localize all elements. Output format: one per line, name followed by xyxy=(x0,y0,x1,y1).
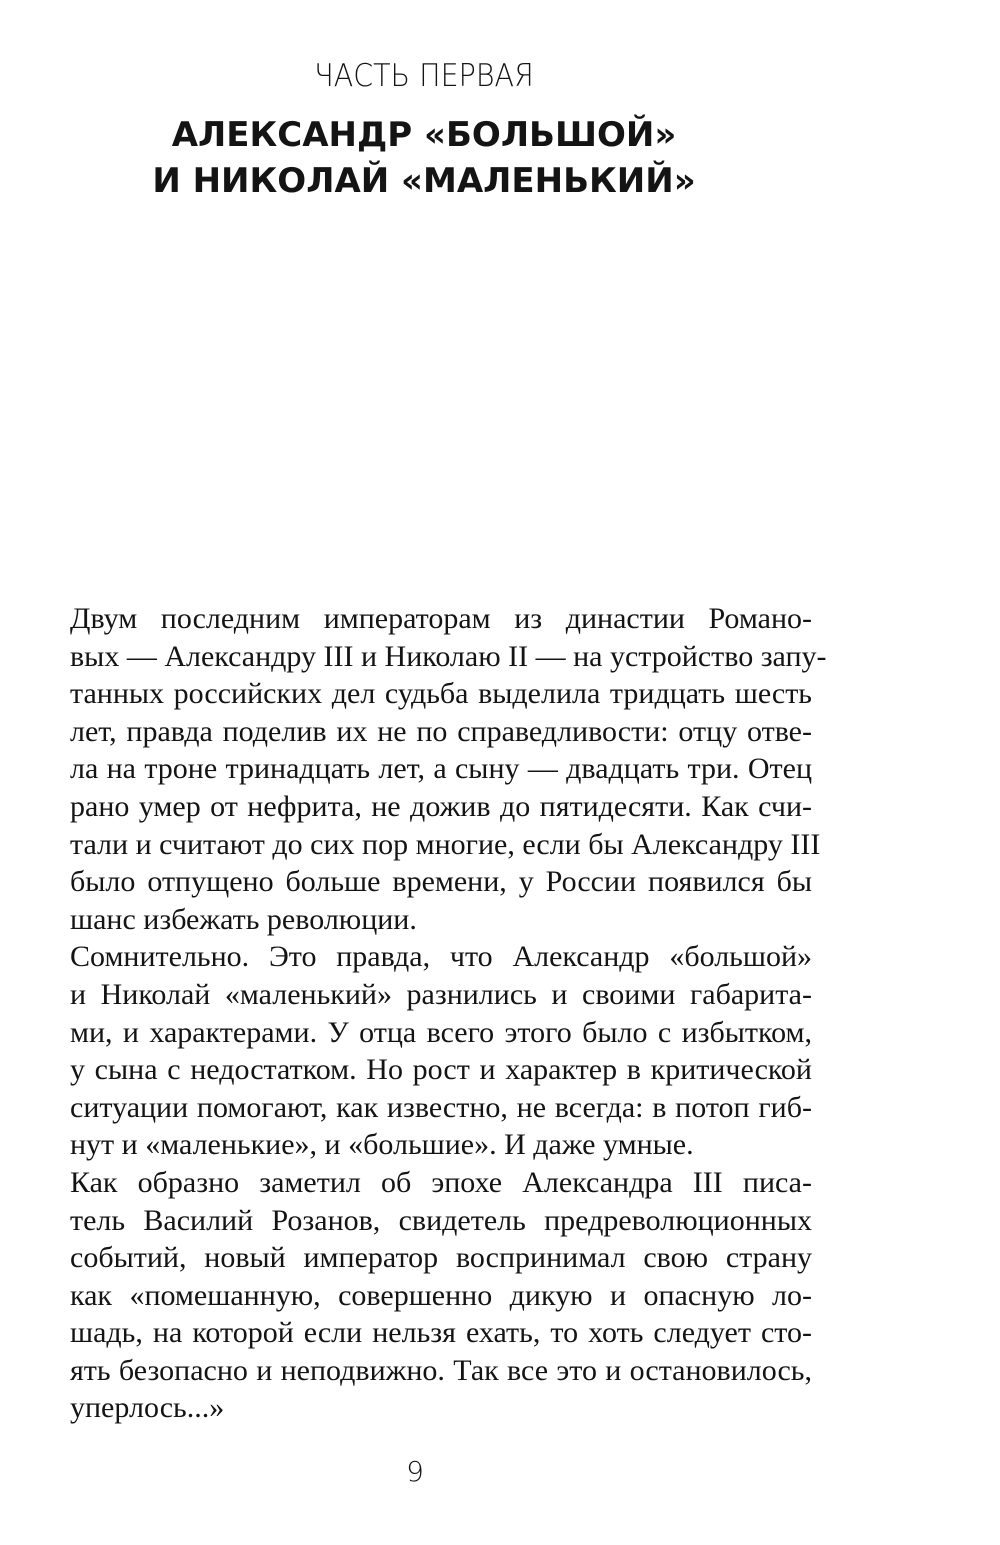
text-line: событий, новый император воспринимал свою страну xyxy=(70,1241,812,1275)
text-line: у сына с недостатком. Но рост и характер в критической xyxy=(70,1053,812,1087)
text-line: вых — Александру III и Николаю II — на устройство запу- xyxy=(70,639,827,673)
body-text xyxy=(70,600,827,1427)
text-line: Двум последним императорам из династии Романо- xyxy=(70,602,812,635)
text-line: ла на троне тринадцать лет, а сыну — двадцать три. Отец xyxy=(70,752,812,786)
text-line: тали и считают до сих пор многие, если бы Александру III xyxy=(70,827,821,861)
text-line: как «помешанную, совершенно дикую и опасную ло- xyxy=(70,1278,812,1312)
paragraph xyxy=(70,600,827,938)
text-line: ять безопасно и неподвижно. Так все это и остановилось, xyxy=(70,1353,812,1387)
chapter-title xyxy=(0,112,848,204)
text-line: танных российских дел судьба выделила тридцать шесть xyxy=(70,677,812,711)
chapter-title-line: АЛЕКСАНДР «БОЛЬШОЙ» xyxy=(171,115,677,155)
page-number: 9 xyxy=(406,1455,424,1488)
text-line: уперлось...» xyxy=(70,1391,225,1425)
chapter-title-line: И НИКОЛАЙ «МАЛЕНЬКИЙ» xyxy=(152,161,696,201)
paragraph xyxy=(70,1164,812,1427)
text-line: тель Василий Розанов, свидетель предреволюционных xyxy=(70,1203,812,1237)
text-line: ситуации помогают, как известно, не всегда: в потоп гиб- xyxy=(70,1090,812,1124)
paragraph xyxy=(70,938,812,1164)
text-line: было отпущено больше времени, у России появился бы xyxy=(70,865,812,899)
text-line: и Николай «маленький» разнились и своими габарита- xyxy=(70,977,812,1011)
text-line: Как образно заметил об эпохе Александра III писа- xyxy=(70,1165,812,1199)
text-line: лет, правда поделив их не по справедливости: отцу отве- xyxy=(70,714,812,748)
text-line: нут и «маленькие», и «большие». И даже умные. xyxy=(70,1128,694,1162)
part-heading: ЧАСТЬ ПЕРВАЯ xyxy=(314,58,534,94)
text-line: шанс избежать революции. xyxy=(70,902,417,936)
text-line: Сомнительно. Это правда, что Александр «большой» xyxy=(70,940,812,974)
text-line: ми, и характерами. У отца всего этого было с избытком, xyxy=(70,1015,812,1049)
text-line: рано умер от нефрита, не дожив до пятидесяти. Как счи- xyxy=(70,789,812,823)
text-line: шадь, на которой если нельзя ехать, то хоть следует сто- xyxy=(70,1316,812,1350)
